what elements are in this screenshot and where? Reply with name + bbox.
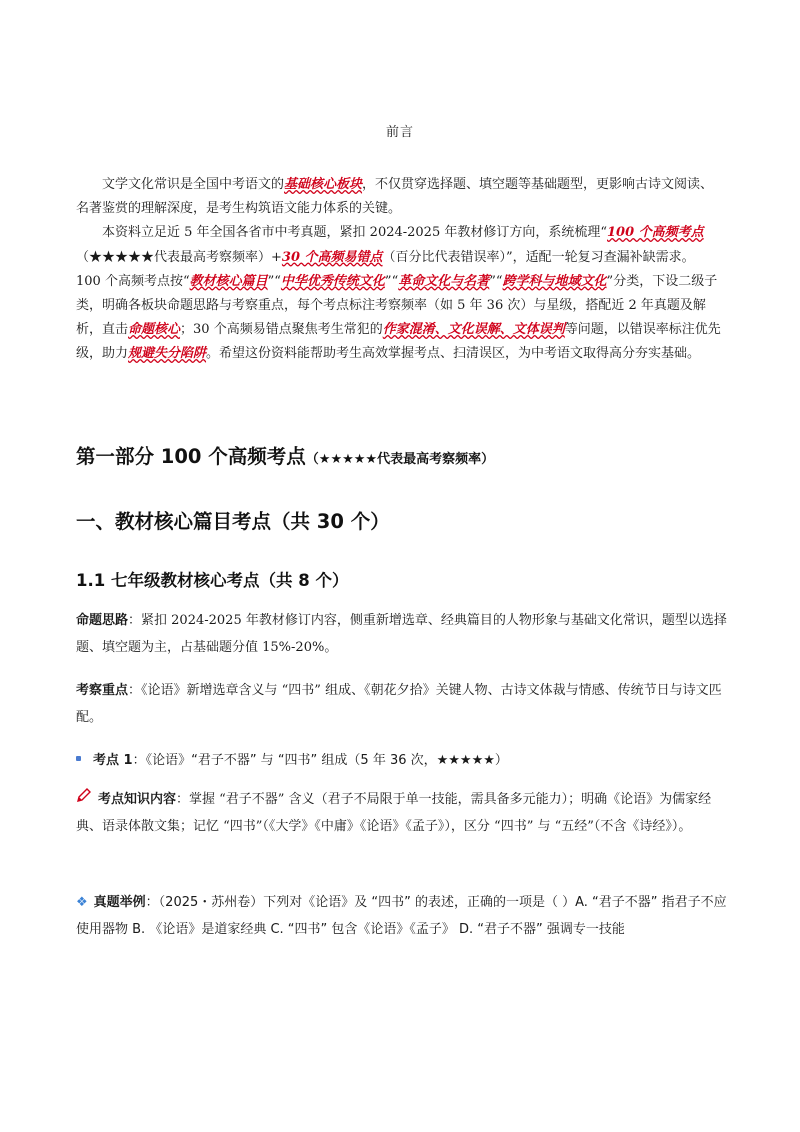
highlight: 教材核心篇目: [189, 273, 268, 289]
highlight: 100 个高频考点: [607, 225, 704, 241]
text: 本资料立足近 5 年全国各省市中考真题，紧扣 2024-2025 年教材修订方向，系统梳理“: [102, 225, 608, 241]
text: ”“: [489, 273, 503, 289]
subsection-heading: 1.1 七年级教材核心考点（共 8 个）: [76, 571, 349, 590]
text: ：紧扣 2024-2025 年教材修订内容，侧重新增选章、经典篇目的人物形象与基础文化常识，题型以选择题、填空题为主，占基础题分值 15%-20%。: [76, 613, 727, 655]
text: ，不仅贯穿选择题、填空题等基础题型，更影响古诗文阅读、名著鉴赏的理解深度，是考生构筑语文能力体系的关键。: [76, 177, 714, 217]
label: 真题举例: [93, 895, 146, 910]
text: ”“: [267, 273, 281, 289]
text: 。希望这份资料能帮助考生高效掌握考点、扫清误区，为中考语文取得高分夯实基础。: [206, 346, 701, 362]
text: ；30 个高频易错点聚焦考生常犯的: [180, 322, 383, 338]
highlight: 规避失分陷阱: [128, 346, 207, 362]
highlight: 中华优秀传统文化: [280, 273, 385, 289]
text: ：《论语》“君子不器” 与 “四书” 组成（5 年 36 次，★★★★★）: [132, 753, 508, 768]
highlight: 跨学科与地域文化: [502, 273, 607, 289]
label: 考点知识内容: [98, 792, 177, 807]
pencil-icon: [76, 786, 92, 813]
text: ：《论语》新增选章含义与 “四书” 组成、《朝花夕拾》关键人物、古诗文体裁与情感、传统节日与诗文匹配。: [76, 683, 722, 725]
part-heading-text: 第一部分 100 个高频考点: [76, 445, 306, 468]
preface-body: [76, 173, 726, 367]
highlight: 命题核心: [128, 322, 181, 338]
text: ：（2025・苏州卷）下列对《论语》及 “四书” 的表述，正确的一项是（ ）A. “君子不器” 指君子不应使用器物 B. 《论语》是道家经典 C. “四书” 包含《论语》《孟子》 D. “君子不器” 强调专一技能: [76, 895, 727, 937]
highlight: 基础核心板块: [284, 177, 363, 192]
part-heading-note: （★★★★★代表最高考察频率）: [305, 452, 495, 467]
knowledge-content: [76, 786, 732, 840]
part-heading: [76, 441, 494, 469]
text: 100 个高频考点按“: [76, 273, 190, 289]
label: 命题思路: [76, 613, 129, 628]
exam-focus: [76, 677, 732, 731]
text: 等问题，以错误率标注优先级，助力: [76, 322, 721, 362]
preface-paragraph-3: [76, 270, 726, 367]
preface-paragraph-2: [76, 221, 726, 269]
highlight: 革命文化与名著: [398, 273, 490, 289]
text: ：掌握 “君子不器” 含义（君子不局限于单一技能，需具备多元能力）；明确《论语》为儒家经典、语录体散文集；记忆 “四书”（《大学》《中庸》《论语》《孟子》），区分 “四书” 与 “五经”（不含《诗经》）。: [76, 792, 712, 834]
text: 文学文化常识是全国中考语文的: [102, 177, 285, 192]
section-heading: 一、教材核心篇目考点（共 30 个）: [76, 510, 390, 533]
exam-example: [76, 889, 732, 943]
preface-paragraph-1: [76, 173, 726, 221]
diamond-icon: ❖: [76, 895, 88, 910]
highlight: 作家混淆、文化误解、文体误判: [382, 322, 565, 338]
proposition-idea: [76, 607, 732, 661]
text: （百分比代表错误率）”，适配一轮复习查漏补缺需求。: [382, 249, 695, 265]
page-title: 前言: [385, 125, 414, 140]
bullet-icon: [76, 756, 81, 761]
highlight: 30 个高频易错点: [281, 249, 383, 265]
text: ”“: [384, 273, 399, 289]
text: （★★★★★代表最高考察频率）+: [76, 249, 282, 265]
label: 考察重点: [76, 683, 129, 698]
exam-point-1: [76, 749, 508, 768]
text: ”分类，下设二级子类，明确各板块命题思路与考察重点，每个考点标注考察频率（如 5 年 36 次）与星级，搭配近 2 年真题及解析，直击: [76, 273, 718, 338]
label: 考点 1: [93, 753, 133, 768]
